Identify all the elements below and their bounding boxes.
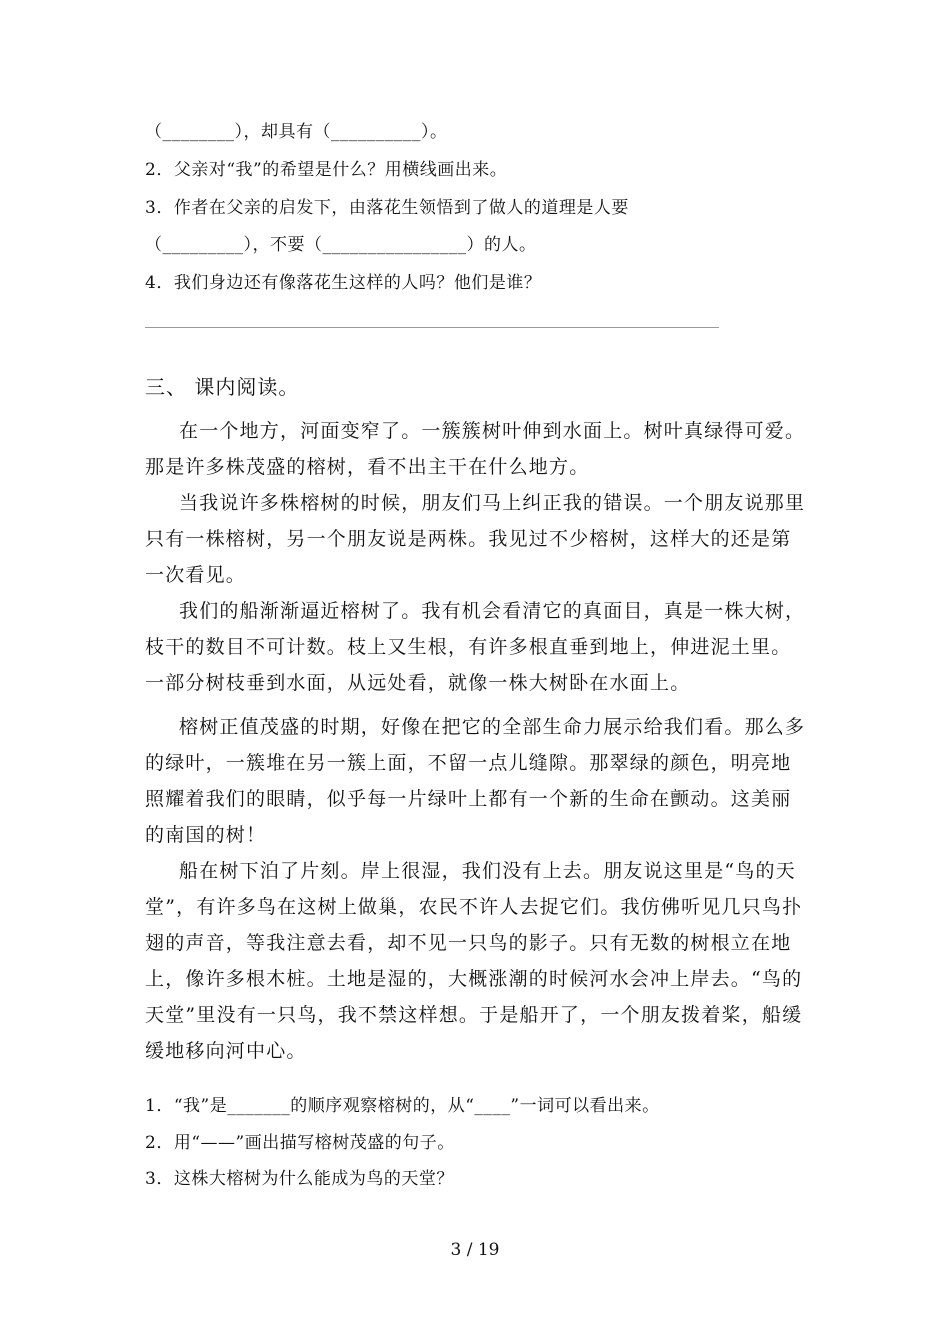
passage-paragraph-5: 船在树下泊了片刻。岸上很湿，我们没有上去。朋友说这里是“鸟的天堂”，有许多鸟在这树上做巢，农民不许人去捉它们。我仿佛听见几只鸟扑翅的声音，等我注意去看，却不见一只鸟的影子。只有无数的树根立在地上，像许多根木桩。土地是湿的，大概涨潮的时候河水会冲上岸去。“鸟的天堂”里没有一只鸟，我不禁这样想。于是船开了，一个朋友拨着桨，船缓缓地移向河中心。 — [145, 860, 803, 1062]
passage-paragraph-4: 榕树正值茂盛的时期，好像在把它的全部生命力展示给我们看。那么多的绿叶，一簇堆在另一簇上面，不留一点儿缝隙。那翠绿的颜色，明亮地照耀着我们的眼睛，似乎每一片绿叶上都有一个新的生命在颤动。这美丽的南国的树！ — [145, 716, 806, 846]
question-3-blanks: （_________），不要（________________）的人。 — [145, 235, 537, 255]
page-number: 3 / 19 — [450, 1240, 500, 1260]
question-2: 2．父亲对“我”的希望是什么？用横线画出来。 — [145, 160, 508, 180]
passage-paragraph-3: 我们的船渐渐逼近榕树了。我有机会看清它的真面目，真是一株大树，枝干的数目不可计数。枝上又生根，有许多根直垂到地上，伸进泥土里。一部分树枝垂到水面，从远处看，就像一株大树卧在水面上。 — [145, 600, 806, 694]
reading-question-1: 1．“我”是_______的顺序观察榕树的，从“____”一词可以看出来。 — [145, 1096, 660, 1116]
question-4: 4．我们身边还有像落花生这样的人吗？他们是谁？ — [145, 273, 542, 293]
reading-question-2: 2．用“——”画出描写榕树茂盛的句子。 — [145, 1133, 455, 1153]
answer-line — [145, 327, 719, 328]
question-blank-line: （________），却具有（__________）。 — [145, 122, 448, 142]
reading-question-3: 3．这株大榕树为什么能成为鸟的天堂？ — [145, 1169, 454, 1189]
passage-paragraph-1: 在一个地方，河面变窄了。一簇簇树叶伸到水面上。树叶真绿得可爱。那是许多株茂盛的榕树，看不出主干在什么地方。 — [145, 420, 806, 478]
section-title: 三、 课内阅读。 — [145, 375, 300, 399]
passage-paragraph-2: 当我说许多株榕树的时候，朋友们马上纠正我的错误。一个朋友说那里只有一株榕树，另一个朋友说是两株。我见过不少榕树，这样大的还是第一次看见。 — [145, 492, 806, 586]
question-3: 3．作者在父亲的启发下，由落花生领悟到了做人的道理是人要 — [145, 198, 629, 218]
